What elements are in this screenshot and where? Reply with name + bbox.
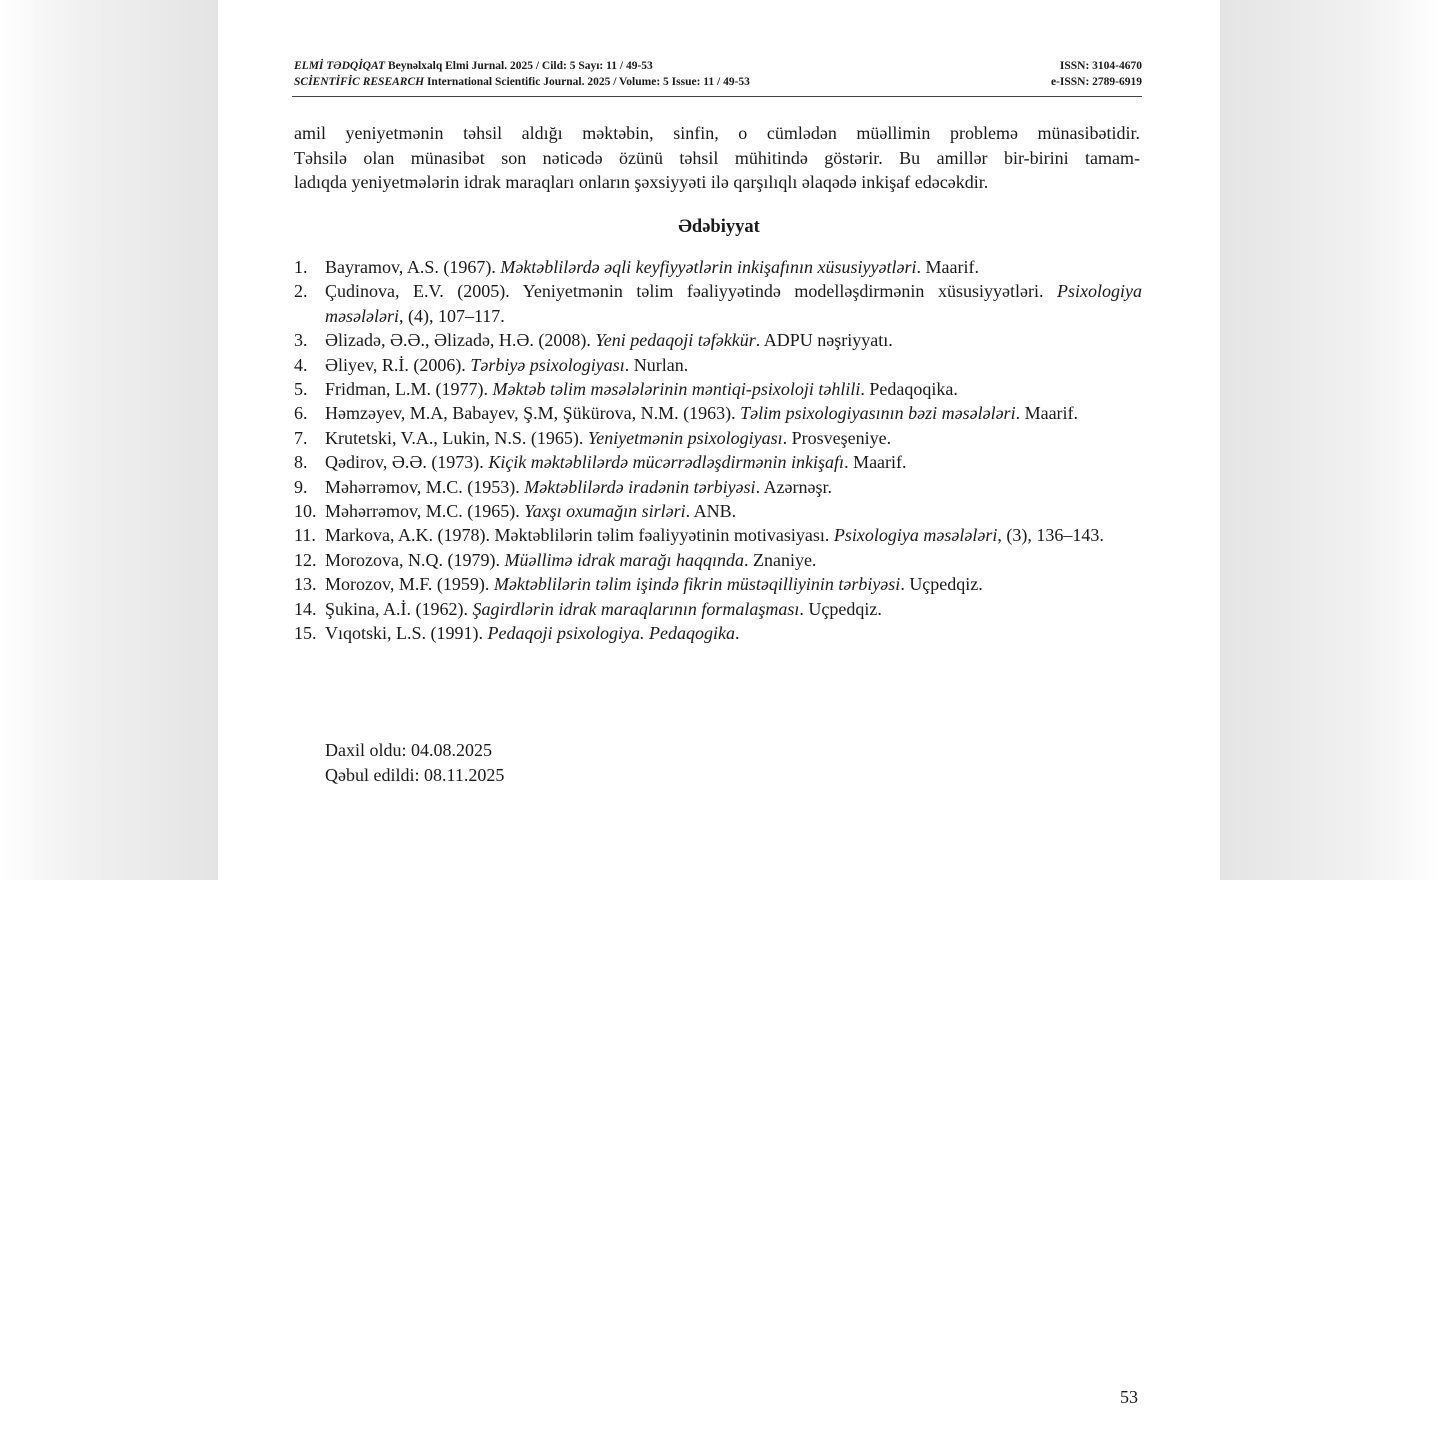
reference-title: Məktəblilərin təlim işində fikrin müstəqilliyinin tərbiyəsi [493,574,901,595]
reference-title: Yeni pedaqoji təfəkkür [595,330,756,351]
reference-number: 6. [294,403,308,424]
reference-text [325,450,1142,474]
header-eissn: e-ISSN: 2789-6919 [1050,76,1142,88]
accepted-date: Qəbul edildi: 08.11.2025 [325,764,505,785]
reference-text [325,401,1142,425]
reference-number: 11. [294,525,316,546]
body-line: ladıqda yeniyetmələrin idrak maraqları onların şəxsiyyəti ilə qarşılıqlı əlaqədə inkişaf edəcəkdir. [294,172,989,192]
reference-authors: Əlizadə, Ə.Ə., Əlizadə, H.Ə. (2008). [325,330,596,351]
reference-item [294,572,1142,596]
reference-number: 13. [294,574,317,595]
header-issn: ISSN: 3104-4670 [1059,60,1142,72]
body-paragraph [294,121,1140,195]
reference-item [294,353,1142,377]
reference-number: 15. [294,623,317,644]
reference-text [325,475,1142,499]
reference-number: 9. [294,476,308,497]
reference-title: Kiçik məktəblilərdə mücərrədləşdirmənin inkişafı [488,452,845,473]
reference-item [294,377,1142,401]
reference-authors: Krutetski, V.A., Lukin, N.S. (1965). [325,427,588,448]
reference-item [294,597,1142,621]
reference-title: Məktəblilərdə iradənin tərbiyəsi [524,476,756,497]
reference-title: Psixologiya məsələləri [325,281,1142,326]
reference-item [294,328,1142,352]
reference-title: Məktəb təlim məsələlərinin məntiqi-psixoloji təhlili [492,379,861,400]
reference-authors: Çudinova, E.V. (2005). Yeniyetmənin təlim fəaliyyətində modelləşdirmənin xüsusiyyətləri. [325,281,1058,302]
reference-publisher: . Azərnəşr. [755,476,833,497]
reference-publisher: . Znaniye. [743,549,817,570]
reference-text [325,377,1142,401]
reference-publisher: , (4), 107–117. [398,305,505,326]
reference-publisher: . Maarif. [916,257,979,277]
reference-item [294,621,1142,645]
page-number: 53 [1120,1387,1138,1407]
reference-item [294,255,1142,279]
reference-publisher: , (3), 136–143. [997,525,1104,546]
reference-text [325,621,1142,645]
reference-text [325,548,1142,572]
reference-authors: Bayramov, A.S. (1967). [325,257,501,277]
reference-item [294,548,1142,572]
reference-title: Psixologiya məsələləri [833,525,998,546]
reference-text [325,353,1142,377]
reference-item [294,523,1142,547]
reference-title: Məktəblilərdə əqli keyfiyyətlərin inkişafının xüsusiyyətləri [500,257,917,277]
journal-header [294,58,1142,90]
reference-authors: Markova, A.K. (1978). Məktəblilərin təlim fəaliyyətinin motivasiyası. [325,525,834,546]
references-title: Ədəbiyyat [678,217,760,237]
reference-text [325,597,1142,621]
reference-text [325,255,1142,279]
reference-title: Pedaqoji psixologiya. Pedaqogika [487,623,735,644]
reference-item [294,401,1142,425]
reference-number: 10. [294,501,317,522]
header-citation-az: ELMİ TƏDQİQAT Beynəlxalq Elmi Jurnal. 2025 / Cild: 5 Sayı: 11 / 49-53 [294,60,653,72]
reference-authors: Əliyev, R.İ. (2006). [325,354,471,375]
reference-title: Yaxşı oxumağın sirləri [524,501,686,522]
reference-text [325,572,1142,596]
reference-publisher: . [734,623,740,644]
reference-number: 2. [294,281,308,302]
reference-title: Şagirdlərin idrak maraqlarının formalaşması [472,598,800,619]
body-line: Təhsilə olan münasibət son nəticədə özünü təhsil mühitində göstərir. Bu amillər bir-birini tamam- [294,147,1140,168]
reference-publisher: . Prosveşeniye. [782,427,892,448]
reference-text [325,279,1142,328]
reference-title: Yeniyetmənin psixologiyası [587,427,783,448]
reference-publisher: . Pedaqoqika. [860,379,958,400]
reference-authors: Vıqotski, L.S. (1991). [325,623,488,644]
reference-number: 12. [294,549,317,570]
reference-item [294,450,1142,474]
reference-authors: Morozov, M.F. (1959). [325,574,494,595]
reference-title: Təlim psixologiyasının bəzi məsələləri [740,403,1016,424]
reference-number: 4. [294,354,308,375]
references-list [294,255,1142,646]
reference-authors: Şukina, A.İ. (1962). [325,598,473,619]
reference-text [325,499,1142,523]
reference-publisher: . ADPU nəşriyyatı. [755,330,893,351]
header-citation-en: SCİENTİFİC RESEARCH International Scientific Journal. 2025 / Volume: 5 Issue: 11 / 49-53 [294,76,750,88]
reference-title: Müəllimə idrak marağı haqqında [504,549,744,570]
left-page-shadow [0,0,218,880]
reference-authors: Fridman, L.M. (1977). [325,379,493,400]
received-date: Daxil oldu: 04.08.2025 [325,740,492,760]
reference-text [325,523,1142,547]
reference-publisher: . ANB. [685,501,737,522]
reference-authors: Qədirov, Ə.Ə. (1973). [325,452,489,473]
reference-publisher: . Maarif. [1015,403,1079,424]
reference-title: Tərbiyə psixologiyası [470,354,625,375]
reference-item [294,499,1142,523]
reference-number: 8. [294,452,308,473]
body-line: amil yeniyetmənin təhsil aldığı məktəbin, sinfin, o cümlədən müəllimin problemə münasibətidir. [294,123,1140,143]
header-divider [292,96,1142,97]
reference-publisher: . Uçpedqiz. [900,574,983,595]
reference-text [325,328,1142,352]
header-line-1 [294,58,1142,74]
reference-item [294,475,1142,499]
document-page [218,0,1220,1440]
reference-authors: Morozova, N.Q. (1979). [325,549,505,570]
reference-authors: Məhərrəmov, M.C. (1953). [325,476,525,497]
reference-text [325,426,1142,450]
reference-authors: Məhərrəmov, M.C. (1965). [325,501,525,522]
reference-authors: Həmzəyev, M.A, Babayev, Ş.M, Şükürova, N.M. (1963). [325,403,741,424]
reference-number: 7. [294,427,308,448]
reference-item [294,279,1142,328]
header-line-2 [294,74,1142,90]
reference-publisher: . Maarif. [844,452,907,473]
reference-item [294,426,1142,450]
submission-dates [325,738,504,787]
reference-number: 3. [294,330,308,351]
reference-number: 1. [294,257,308,277]
reference-publisher: . Uçpedqiz. [799,598,882,619]
reference-publisher: . Nurlan. [624,354,689,375]
reference-number: 14. [294,598,317,619]
reference-number: 5. [294,379,308,400]
right-page-shadow [1220,0,1440,880]
